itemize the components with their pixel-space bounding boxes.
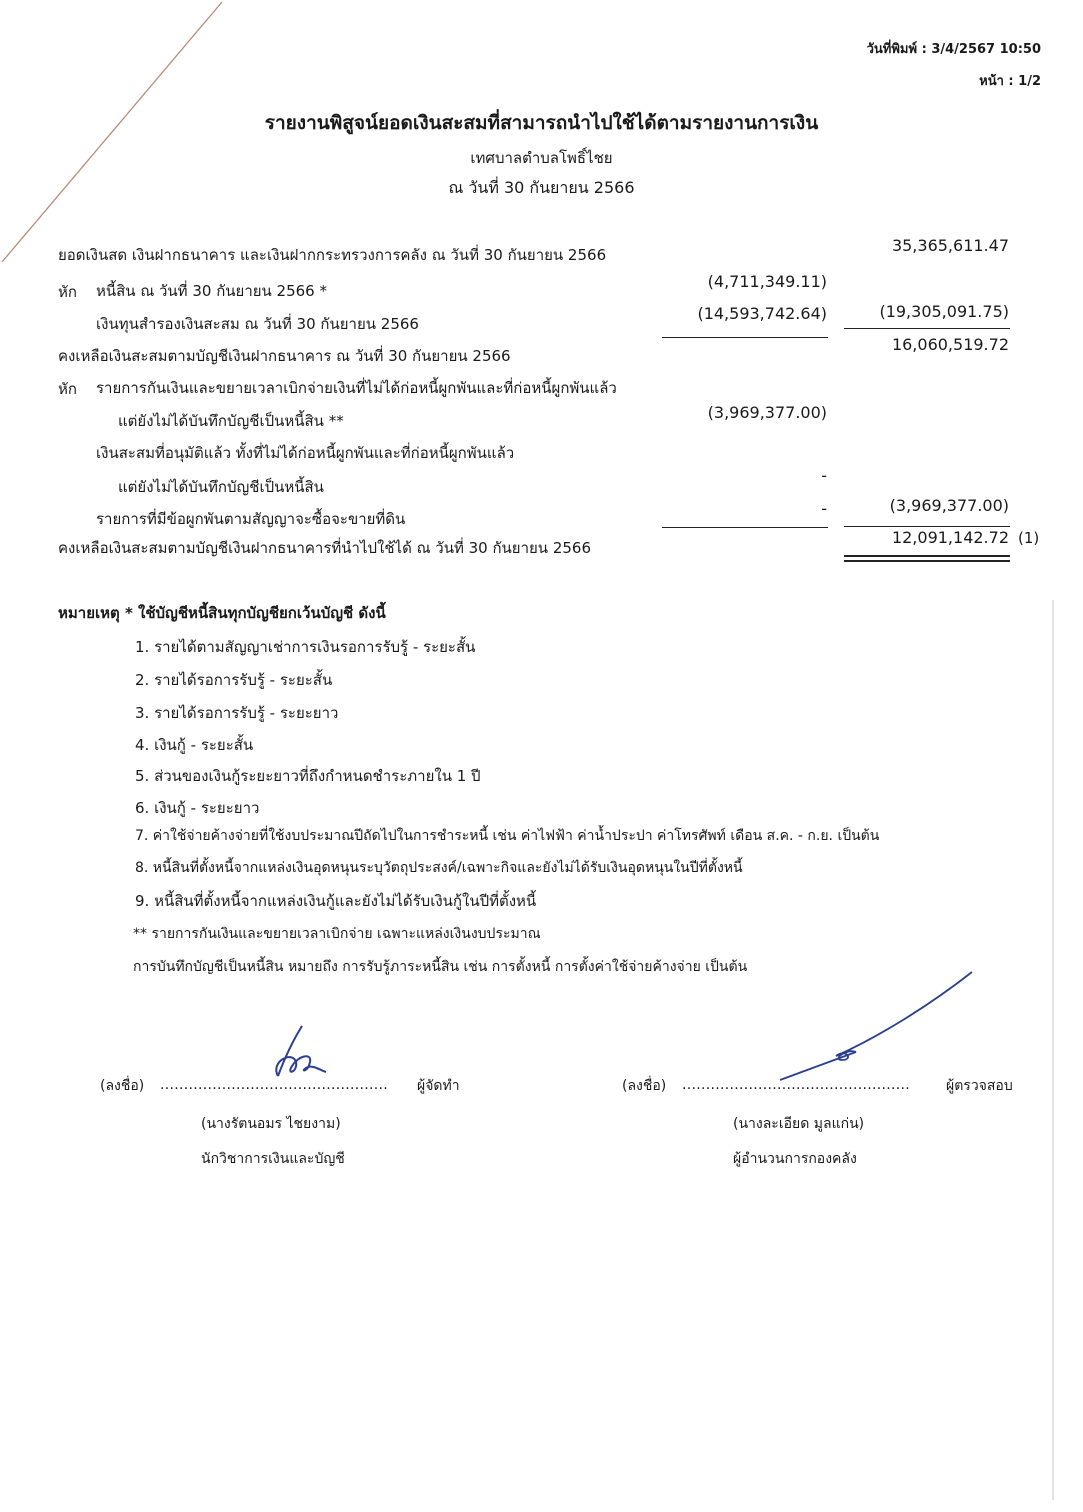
reserve-total: (19,305,091.75) (879, 302, 1009, 321)
left-name: (นางรัตนอมร ไชยงาม) (201, 1116, 341, 1132)
note-item: 5. ส่วนของเงินกู้ระยะยาวที่ถึงกำหนดชำระภายใน 1 ปี (135, 767, 481, 785)
cash-total: 35,365,611.47 (891, 236, 1009, 255)
note-item: 3. รายได้รอการรับรู้ - ระยะยาว (135, 704, 339, 722)
organization-name: เทศบาลตำบลโพธิ์ไชย (470, 149, 613, 167)
note-item: 2. รายได้รอการรับรู้ - ระยะสั้น (135, 671, 333, 689)
right-sign-label: (ลงชื่อ) (622, 1078, 667, 1094)
balance-total: 16,060,519.72 (891, 335, 1009, 354)
left-sign-dots: ................................................ (160, 1077, 389, 1093)
approved-amount: - (821, 466, 827, 485)
right-sign-dots: ................................................ (682, 1077, 911, 1093)
encumbered-label-2: แต่ยังไม่ได้บันทึกบัญชีเป็นหนี้สิน ** (118, 412, 344, 430)
liabilities-amount: (4,711,349.11) (707, 272, 827, 291)
liabilities-label: หนี้สิน ณ วันที่ 30 กันยายน 2566 * (96, 282, 327, 300)
print-date: วันที่พิมพ์ : 3/4/2567 10:50 (866, 42, 1041, 57)
double-underline-bottom (844, 560, 1010, 562)
final-total: 12,091,142.72 (891, 528, 1009, 547)
approved-label-2: แต่ยังไม่ได้บันทึกบัญชีเป็นหนี้สิน (118, 478, 324, 496)
reserve-amount: (14,593,742.64) (697, 304, 827, 323)
note-item: 9. หนี้สินที่ตั้งหนี้จากแหล่งเงินกู้และยังไม่ได้รับเงินกู้ในปีที่ตั้งหนี้ (135, 892, 537, 910)
left-position: นักวิชาการเงินและบัญชี (201, 1151, 345, 1167)
right-role: ผู้ตรวจสอบ (946, 1078, 1013, 1094)
double-underline-top (844, 555, 1010, 557)
note-double-star: ** รายการกันเงินและขยายเวลาเบิกจ่าย เฉพาะแหล่งเงินงบประมาณ (133, 926, 541, 942)
final-label: คงเหลือเงินสะสมตามบัญชีเงินฝากธนาคารที่นำไปใช้ได้ ณ วันที่ 30 กันยายน 2566 (58, 539, 592, 557)
page-edge-shadow (1052, 600, 1054, 1500)
note-item: 8. หนี้สินที่ตั้งหนี้จากแหล่งเงินอุดหนุนระบุวัตถุประสงค์/เฉพาะกิจและยังไม่ได้รับเงินอุดหนุนในปีที่ตั้งหนี้ (135, 860, 743, 876)
left-sign-label: (ลงชื่อ) (100, 1078, 145, 1094)
report-date: ณ วันที่ 30 กันยายน 2566 (448, 178, 635, 197)
right-name: (นางละเอียด มูลแก่น) (733, 1116, 865, 1132)
subtotal-line-1 (662, 337, 828, 338)
report-title: รายงานพิสูจน์ยอดเงินสะสมที่สามารถนำไปใช้ได้ตามรายงานการเงิน (264, 112, 819, 134)
cash-label: ยอดเงินสด เงินฝากธนาคาร และเงินฝากกระทรวงการคลัง ณ วันที่ 30 กันยายน 2566 (58, 246, 607, 264)
notes-heading: หมายเหตุ * ใช้บัญชีหนี้สินทุกบัญชียกเว้นบัญชี ดังนี้ (58, 604, 386, 622)
subtotal-line-2 (844, 328, 1010, 329)
encumbered-amount: (3,969,377.00) (707, 403, 827, 422)
note-item: 4. เงินกู้ - ระยะสั้น (135, 736, 254, 754)
note-item: 1. รายได้ตามสัญญาเช่าการเงินรอการรับรู้ - ระยะสั้น (135, 638, 476, 656)
land-total: (3,969,377.00) (889, 496, 1009, 515)
land-amount: - (821, 499, 827, 518)
reserve-label: เงินทุนสำรองเงินสะสม ณ วันที่ 30 กันยายน 2566 (96, 315, 419, 333)
land-label: รายการที่มีข้อผูกพันตามสัญญาจะซื้อจะขายที่ดิน (96, 510, 406, 528)
encumbered-label-1: รายการกันเงินและขยายเวลาเบิกจ่ายเงินที่ไม่ได้ก่อหนี้ผูกพันและที่ก่อหนี้ผูกพันแล้ว (96, 379, 617, 397)
less-prefix-2: หัก (58, 380, 77, 398)
final-ref: (1) (1018, 529, 1040, 547)
balance-label: คงเหลือเงินสะสมตามบัญชีเงินฝากธนาคาร ณ วันที่ 30 กันยายน 2566 (58, 347, 511, 365)
page-number: หน้า : 1/2 (979, 74, 1041, 89)
right-signature-mark (776, 968, 976, 1086)
approved-label-1: เงินสะสมที่อนุมัติแล้ว ทั้งที่ไม่ได้ก่อหนี้ผูกพันและที่ก่อหนี้ผูกพันแล้ว (96, 444, 515, 462)
note-item: 6. เงินกู้ - ระยะยาว (135, 799, 260, 817)
note-definition: การบันทึกบัญชีเป็นหนี้สิน หมายถึง การรับรู้ภาระหนี้สิน เช่น การตั้งหนี้ การตั้งค่าใช้จ่ายค้างจ่าย เป็นต้น (133, 959, 748, 975)
left-role: ผู้จัดทำ (417, 1078, 460, 1094)
right-position: ผู้อำนวนการกองคลัง (733, 1151, 857, 1167)
less-prefix-1: หัก (58, 283, 77, 301)
subtotal-line-4 (844, 526, 1010, 527)
left-signature-mark (262, 1022, 330, 1084)
subtotal-line-3 (662, 527, 828, 528)
note-item: 7. ค่าใช้จ่ายค้างจ่ายที่ใช้งบประมาณปีถัดไปในการชำระหนี้ เช่น ค่าไฟฟ้า ค่าน้ำประปา ค่าโทรศัพท์ เดือน ส.ค. - ก.ย. เป็นต้น (135, 828, 880, 844)
